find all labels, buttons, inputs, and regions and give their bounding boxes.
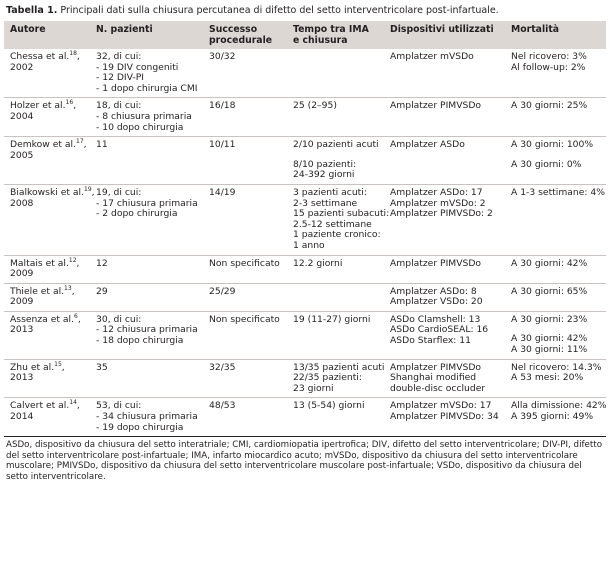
author-name: Calvert et al. [10,400,70,412]
cell-author [4,283,90,311]
cell-time-line: 12.2 giorni [293,257,343,269]
cell-author [4,98,90,137]
cell-devices [384,49,505,98]
cell-mortality-line: A 1-3 settimane: 4% [511,186,605,198]
author-name: Chessa et al. [10,51,70,62]
cell-success: 30/32 [209,51,236,62]
reference-number: 12 [68,256,77,264]
cell-time [287,184,390,255]
cell-time-line: 15 pazienti subacuti: [293,208,390,220]
cell-devices [384,311,505,359]
cell-mortality-line: A 30 giorni: 100% [511,139,594,151]
author-year: 2009 [10,296,34,308]
author-year: 2008 [10,197,34,209]
cell-time-line: 24-392 giorni [293,169,355,181]
cell-patients [90,255,203,283]
cell-time-line: 13/35 pazienti acuti [293,361,385,373]
cell-patients-line: - 12 DIV-PI [96,72,144,84]
author-year: 2005 [10,149,34,161]
cell-devices-line: Amplatzer mVSDo [390,51,474,62]
table-row [4,359,606,398]
author-name: Maltais et al. [10,257,69,269]
cell-time-line: 2/10 pazienti acuti [293,139,379,151]
header-pazienti: N. pazienti [90,21,203,49]
author-comma: , [83,139,87,151]
cell-devices-line: Amplatzer PIMVSDo [390,100,482,112]
cell-devices-line: Amplatzer ASDo [390,139,465,151]
cell-mortality [505,311,606,359]
cell-time-line: 1 anno [293,239,325,251]
cell-devices [384,184,505,255]
cell-patients-line: - 34 chiusura primaria [96,411,198,423]
cell-mortality-line: A 30 giorni: 42% [511,333,588,345]
author-comma: , [71,285,75,297]
header-dispositivi: Dispositivi utilizzati [384,21,505,49]
cell-patients-line: - 1 dopo chirurgia CMI [96,82,198,94]
author-name: Holzer et al. [10,100,66,112]
data-table [4,21,606,436]
cell-devices [384,137,505,185]
header-successo-line2: procedurale [209,35,273,46]
cell-mortality-line: Nel ricovero: 3% [511,51,587,62]
table-row [4,137,606,185]
cell-success: 25/29 [209,285,236,297]
author-name: Bialkowski et al. [10,186,85,198]
cell-mortality-line: Nel ricovero: 14.3% [511,361,602,373]
cell-devices-line: Amplatzer ASDo: 8 [390,285,477,297]
author-year: 2014 [10,411,34,423]
author-name-line [10,185,95,199]
reference-number: 15 [54,360,62,368]
cell-devices-line: Amplatzer PIMVSDo: 2 [390,208,493,220]
cell-time [287,49,384,98]
cell-mortality-line: A 30 giorni: 65% [511,285,588,297]
cell-mortality-line: A 30 giorni: 0% [511,158,582,170]
cell-time-line: 1 paziente cronico: [293,229,381,241]
reference-number: 17 [76,138,84,146]
reference-number: 16 [65,99,74,107]
cell-mortality-line: Alla dimissione: 42% [511,400,607,412]
cell-mortality-line: A 30 giorni: 23% [511,313,588,325]
cell-time [287,98,384,137]
cell-patients-line: 29 [96,285,108,297]
table-row [4,255,606,283]
cell-patients-line: - 19 DIV congeniti [96,61,179,73]
cell-patients-line: - 18 dopo chirurgia [96,335,184,347]
author-year: 2002 [10,61,34,73]
header-successo-line1: Successo [209,24,258,35]
header-successo [203,21,287,49]
cell-patients-line: - 8 chiusura primaria [96,110,192,122]
cell-mortality [505,184,606,255]
cell-devices [384,98,505,137]
author-comma: , [76,400,80,412]
cell-devices-line: Amplatzer PIMVSDo [390,361,482,373]
reference-number: 6 [74,312,78,320]
table-row [4,283,606,311]
cell-devices-line: ASDo Starflex: 11 [390,335,471,347]
header-autore: Autore [4,21,90,49]
cell-devices-line: Amplatzer mVSDo: 17 [390,400,492,412]
author-name: Assenza et al. [10,313,74,325]
author-comma: , [61,361,65,373]
cell-patients [90,359,203,398]
table-row [4,311,606,359]
cell-success: 10/11 [209,139,236,151]
cell-success: 14/19 [209,186,236,198]
cell-devices-line: Shanghai modified [390,372,477,384]
cell-patients-line: - 17 chiusura primaria [96,197,198,209]
reference-number: 13 [64,284,72,292]
cell-mortality [505,255,606,283]
header-tempo [287,21,384,49]
cell-patients [90,49,203,98]
cell-author [4,184,95,255]
table-row [4,398,606,436]
cell-time-line: 22/35 pazienti: [293,372,362,384]
cell-success: Non specificato [209,257,280,269]
header-tempo-line1: Tempo tra IMA [293,24,369,35]
table-header [4,21,606,49]
cell-time-line: 25 (2–95) [293,100,337,112]
cell-time [287,137,384,185]
cell-time-line: 19 (11-27) giorni [293,313,371,325]
cell-success: 48/53 [209,400,236,412]
table-row [4,184,606,255]
cell-author [4,255,90,283]
cell-mortality [505,359,606,398]
table-row [4,98,606,137]
cell-patients-line: - 10 dopo chirurgia [96,121,184,133]
caption-label: Tabella 1. [6,5,58,16]
cell-time [287,359,384,398]
cell-time-line: 2.5-12 settimane [293,218,372,230]
author-comma: , [76,257,80,269]
cell-mortality-line: A 53 mesi: 20% [511,372,584,384]
cell-patients-line: 35 [96,361,108,373]
author-comma: , [76,51,80,62]
author-year: 2004 [10,110,34,122]
author-name: Zhu et al. [10,361,55,373]
cell-mortality-line: A 395 giorni: 49% [511,411,594,423]
cell-mortality-line: A 30 giorni: 25% [511,100,588,112]
cell-devices-line: Amplatzer PIMVSDo: 34 [390,411,499,423]
table-caption [6,5,606,17]
author-name: Demkow et al. [10,139,77,151]
table-row [4,49,606,98]
cell-author [4,398,90,436]
cell-patients-line: 30, di cui: [96,313,142,325]
cell-patients-line: 11 [96,139,108,151]
cell-mortality [505,398,606,436]
cell-devices [384,283,505,311]
cell-patients-line: - 19 dopo chirurgia [96,421,184,433]
cell-patients-line: 12 [96,257,108,269]
author-year: 2013 [10,324,34,336]
cell-mortality-line: A 30 giorni: 11% [511,344,588,356]
reference-number: 18 [69,49,77,57]
cell-mortality [505,98,606,137]
cell-mortality [505,283,606,311]
author-comma: , [91,186,95,198]
cell-time-line: 8/10 pazienti: [293,158,357,170]
cell-time-line: 2-3 settimane [293,197,358,209]
author-comma: , [77,313,81,325]
cell-devices-line: double-disc occluder [390,382,486,394]
cell-patients-line: 19, di cui: [96,186,142,198]
cell-mortality [505,49,606,98]
cell-devices-line: Amplatzer mVSDo: 2 [390,197,486,209]
caption-text: Principali dati sulla chiusura percutanea di difetto del setto interventricolare post-infartuale. [60,5,499,16]
cell-patients [90,311,203,359]
table-body [4,49,606,436]
cell-author [4,359,90,398]
table-footnote: ASDo, dispositivo da chiusura del setto interatriale; CMI, cardiomiopatia ipertrofica; DIV, difetto del setto interventricolare; DIV-PI, difetto del setto interventricolare post-infartuale; IMA, infarto miocardico acuto; mVSDo, dispositivo da chiusura del setto interventricolare muscolare; PMIVSDo, dispositivo da chiusura del setto interventricolare muscolare post-infartuale; VSDo, dispositivo da chiusura del setto interventricolare. [4,436,606,482]
cell-time [287,311,384,359]
cell-devices-line: ASDo CardioSEAL: 16 [390,324,489,336]
cell-patients-line: 18, di cui: [96,100,142,112]
cell-success: Non specificato [209,313,280,325]
cell-devices-line: Amplatzer PIMVSDo [390,257,482,269]
reference-number: 19 [84,185,92,193]
header-mortalita: Mortalità [505,21,606,49]
author-name: Thiele et al. [10,285,65,297]
cell-time [287,283,384,311]
cell-devices [384,398,505,436]
cell-author [4,137,90,185]
cell-patients [90,98,203,137]
cell-author [4,49,90,98]
cell-time-line: 13 (5-54) giorni [293,400,365,412]
cell-patients-line: 32, di cui: [96,51,142,62]
cell-devices-line: Amplatzer ASDo: 17 [390,186,483,198]
cell-mortality-line: Al follow-up: 2% [511,61,586,73]
cell-devices [384,255,505,283]
cell-patients [90,137,203,185]
reference-number: 14 [69,399,77,407]
cell-author [4,311,90,359]
cell-mortality [505,137,606,185]
cell-success: 16/18 [209,100,236,112]
cell-time-line: 23 giorni [293,382,334,394]
cell-time-line: 3 pazienti acuti: [293,186,367,198]
cell-devices [384,359,505,398]
cell-patients-line: - 2 dopo chirurgia [96,208,178,220]
cell-mortality-line: A 30 giorni: 42% [511,257,588,269]
author-name-line [10,49,86,63]
cell-patients-line: 53, di cui: [96,400,142,412]
cell-devices-line: ASDo Clamshell: 13 [390,313,481,325]
author-year: 2009 [10,268,34,280]
cell-patients [90,184,203,255]
author-comma: , [73,100,77,112]
cell-time [287,255,384,283]
cell-patients [90,283,203,311]
cell-time [287,398,384,436]
cell-success: 32/35 [209,361,236,373]
header-tempo-line2: e chiusura [293,35,348,46]
cell-patients-line: - 12 chiusura primaria [96,324,198,336]
cell-patients [90,398,203,436]
cell-devices-line: Amplatzer VSDo: 20 [390,296,483,308]
author-year: 2013 [10,372,34,384]
